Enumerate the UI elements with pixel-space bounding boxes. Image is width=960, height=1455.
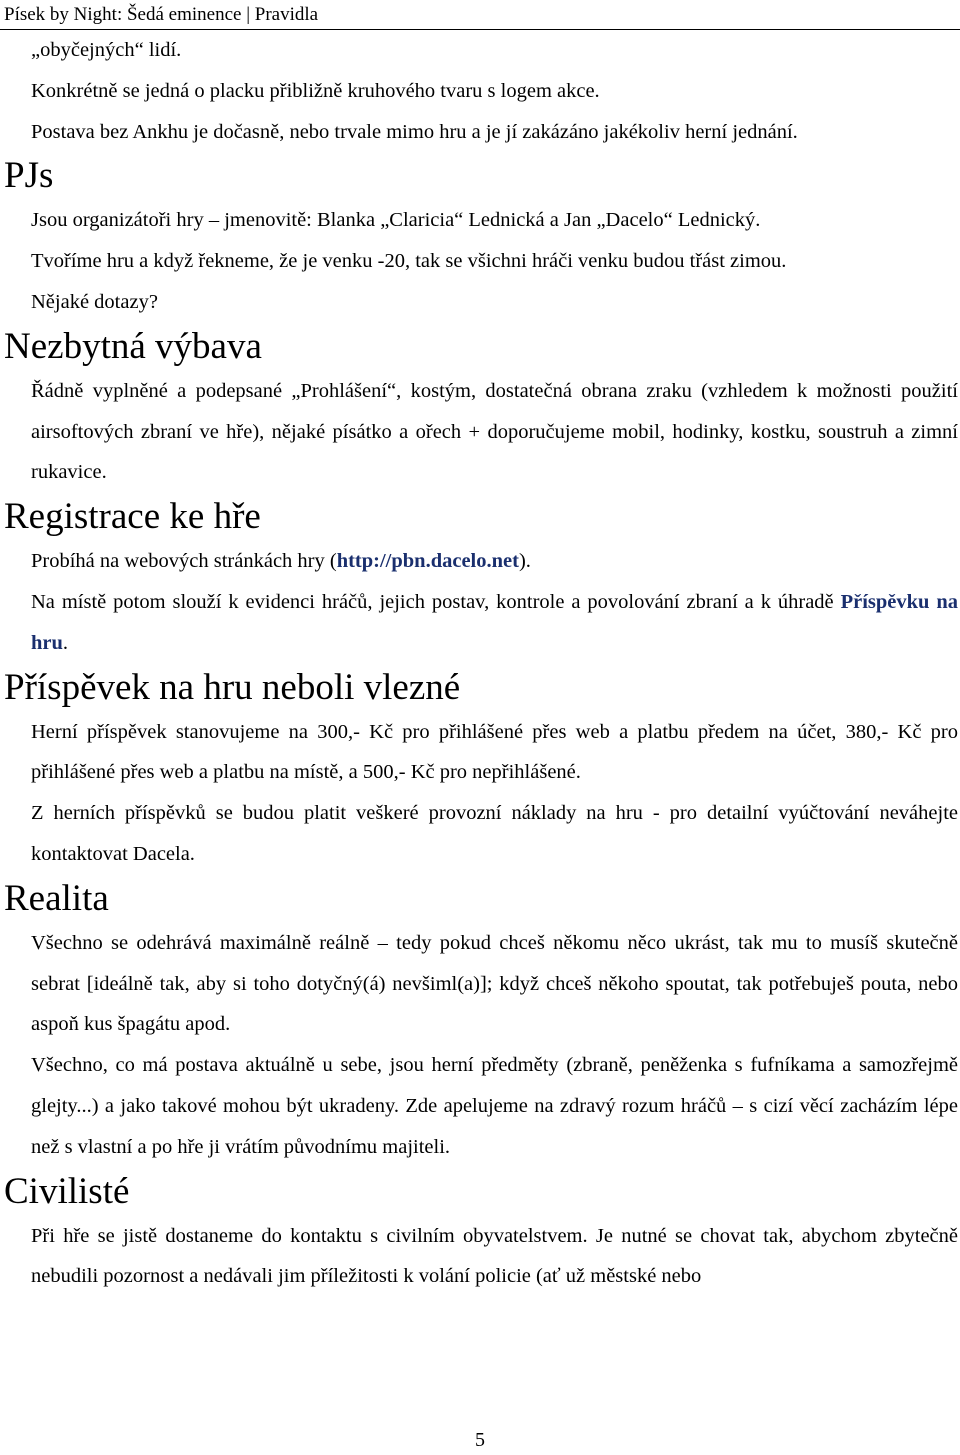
vybava-paragraph: Řádně vyplněné a podepsané „Prohlášení“, kostým, dostatečná obrana zraku (vzhledem k možnosti použití airsoftových zbraní ve hře), nějaké písátko a ořech + doporučujeme mobil, hodinky, kostku, soustruh a zimní rukavice. bbox=[31, 379, 958, 484]
prispevek-paragraph-1: Herní příspěvek stanovujeme na 300,- Kč pro přihlášené přes web a platbu předem na účet, 380,- Kč pro přihlášené přes web a platbu na místě, a 500,- Kč pro nepřihlášené. bbox=[31, 720, 958, 784]
prispevek-link[interactable]: Příspěvku na hru bbox=[31, 590, 958, 654]
registrace-paragraph-1 bbox=[0, 541, 960, 582]
heading-civiliste: Civilisté bbox=[4, 1170, 130, 1212]
website-link[interactable]: http://pbn.dacelo.net bbox=[336, 550, 519, 573]
heading-registrace: Registrace ke hře bbox=[4, 496, 261, 538]
heading-vybava: Nezbytná výbava bbox=[4, 325, 262, 367]
heading-pjs: PJs bbox=[4, 155, 54, 197]
registrace-paragraph-2 bbox=[0, 582, 960, 664]
registrace-text-end: ). bbox=[518, 550, 531, 573]
page-content bbox=[0, 30, 960, 1297]
realita-paragraph-2: Všechno, co má postava aktuálně u sebe, jsou herní předměty (zbraně, peněženka s fufníkama a samozřejmě glejty...) a jako takové mohou být ukradeny. Zde apelujeme na zdravý rozum hráčů – s cizí věcí zacházím lépe než s vlastní a po hře ji vrátím původnímu majiteli. bbox=[31, 1054, 958, 1158]
registrace-text-2-end: . bbox=[62, 631, 69, 654]
intro-line-2: Konkrétně se jedná o placku přibližně kruhového tvaru s logem akce. bbox=[31, 79, 600, 102]
page-number: 5 bbox=[475, 1429, 485, 1451]
registrace-text-2: Na místě potom slouží k evidenci hráčů, jejich postav, kontrole a povolování zbraní a k úhradě bbox=[31, 590, 841, 613]
realita-paragraph-1: Všechno se odehrává maximálně reálně – tedy pokud chceš někomu něco ukrást, tak mu to musíš skutečně sebrat [ideálně tak, aby si toho dotyčný(á) nevšiml(a)]; když chceš někoho spoutat, tak potřebuješ pouta, nebo aspoň kus špagátu apod. bbox=[31, 931, 958, 1036]
heading-prispevek: Příspěvek na hru neboli vlezné bbox=[4, 666, 461, 708]
pjs-paragraph-2: Tvoříme hru a když řekneme, že je venku -20, tak se všichni hráči venku budou třást zimou. bbox=[31, 250, 787, 273]
pjs-paragraph-1: Jsou organizátoři hry – jmenovitě: Blanka „Claricia“ Lednická a Jan „Dacelo“ Lednický. bbox=[31, 209, 761, 232]
intro-line-3: Postava bez Ankhu je dočasně, nebo trvale mimo hru a je jí zakázáno jakékoliv herní jednání. bbox=[31, 120, 798, 143]
prispevek-paragraph-2: Z herních příspěvků se budou platit veškeré provozní náklady na hru - pro detailní vyúčtování neváhejte kontaktovat Dacela. bbox=[31, 802, 958, 865]
civiliste-paragraph: Při hře se jistě dostaneme do kontaktu s civilním obyvatelstvem. Je nutné se chovat tak, abychom zbytečně nebudili pozornost a nedávali jim příležitosti k volání policie (ať už městské nebo bbox=[31, 1224, 958, 1288]
registrace-text: Probíhá na webových stránkách hry ( bbox=[31, 550, 337, 573]
heading-realita: Realita bbox=[4, 877, 109, 919]
running-header: Písek by Night: Šedá eminence | Pravidla bbox=[4, 4, 319, 25]
pjs-paragraph-3: Nějaké dotazy? bbox=[31, 290, 158, 313]
intro-line-1: „obyčejných“ lidí. bbox=[31, 39, 182, 61]
